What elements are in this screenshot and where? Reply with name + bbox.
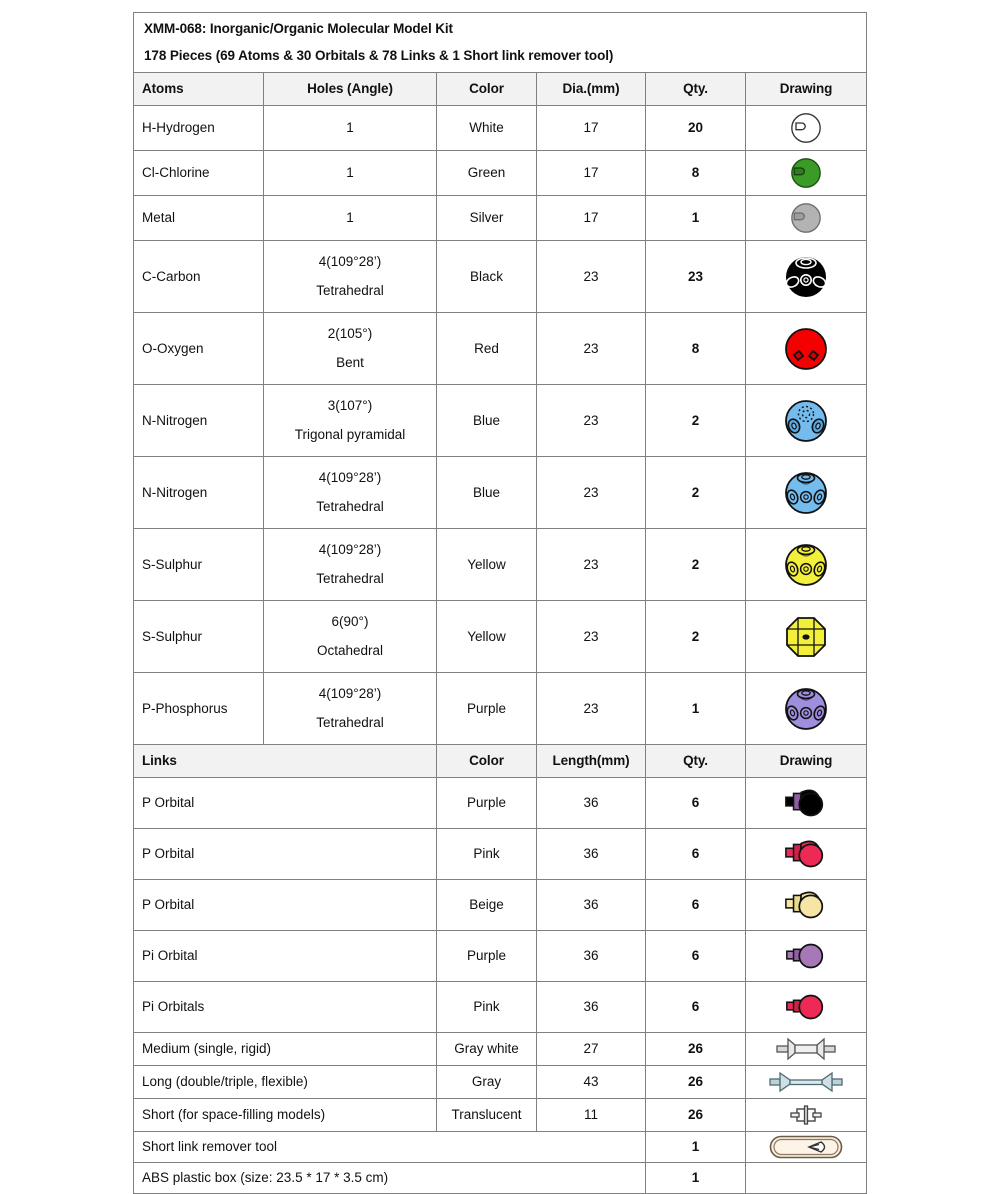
atom-dia-cell: 17 [537, 106, 646, 151]
link-length-cell: 36 [537, 880, 646, 931]
atom-color-cell: Purple [437, 673, 537, 745]
atom-row [134, 601, 867, 673]
link-drawing-cell [746, 1099, 867, 1132]
atom-row [134, 529, 867, 601]
sphere-white-icon [746, 108, 866, 148]
link-short-icon [746, 1101, 866, 1129]
link-length-cell: 36 [537, 931, 646, 982]
col-header-length: Length(mm) [537, 745, 646, 778]
link-color-cell: Beige [437, 880, 537, 931]
link-drawing-cell [746, 1033, 867, 1066]
atom-holes-cell: 4(109°28’) Tetrahedral [264, 529, 437, 601]
link-qty-cell: 6 [646, 931, 746, 982]
atom-dia-cell: 23 [537, 385, 646, 457]
extra-drawing-cell [746, 1163, 867, 1194]
atom-holes-cell: 2(105°) Bent [264, 313, 437, 385]
link-qty-cell: 6 [646, 982, 746, 1033]
link-color-cell: Gray white [437, 1033, 537, 1066]
atom-drawing-cell [746, 313, 867, 385]
atom-color-cell: Black [437, 241, 537, 313]
atom-drawing-cell [746, 529, 867, 601]
link-length-cell: 36 [537, 982, 646, 1033]
link-name-cell: P Orbital [134, 880, 437, 931]
atom-holes-cell: 6(90°) Octahedral [264, 601, 437, 673]
orbital-pi-purple-icon [746, 933, 866, 979]
link-row [134, 931, 867, 982]
col-header-drawing: Drawing [746, 73, 867, 106]
atom-qty-cell: 1 [646, 196, 746, 241]
atom-holes-cell: 3(107°) Trigonal pyramidal [264, 385, 437, 457]
atom-color-cell: White [437, 106, 537, 151]
link-name-cell: Pi Orbitals [134, 982, 437, 1033]
atom-qty-cell: 1 [646, 673, 746, 745]
extra-qty-cell: 1 [646, 1132, 746, 1163]
atom-row [134, 457, 867, 529]
extra-name-cell: ABS plastic box (size: 23.5 * 17 * 3.5 cm) [134, 1163, 646, 1194]
link-drawing-cell [746, 931, 867, 982]
atom-name-cell: P-Phosphorus [134, 673, 264, 745]
kit-title-cell [134, 13, 867, 73]
atom-dia-cell: 23 [537, 601, 646, 673]
atom-holes-cell: 4(109°28’) Tetrahedral [264, 457, 437, 529]
link-length-cell: 36 [537, 829, 646, 880]
link-row [134, 778, 867, 829]
link-name-cell: P Orbital [134, 829, 437, 880]
atom-drawing-cell [746, 601, 867, 673]
link-qty-cell: 26 [646, 1066, 746, 1099]
link-length-cell: 43 [537, 1066, 646, 1099]
atom-drawing-cell [746, 385, 867, 457]
link-length-cell: 36 [537, 778, 646, 829]
link-name-cell: P Orbital [134, 778, 437, 829]
col-header-links: Links [134, 745, 437, 778]
atom-name-cell: S-Sulphur [134, 601, 264, 673]
atoms-header-row [134, 73, 867, 106]
link-color-cell: Gray [437, 1066, 537, 1099]
remover-tool-icon [746, 1134, 866, 1160]
sphere-green-icon [746, 153, 866, 193]
sphere-black-tetra-icon [746, 253, 866, 301]
link-length-cell: 11 [537, 1099, 646, 1132]
kit-title-line-1: XMM-068: Inorganic/Organic Molecular Model Kit [144, 21, 453, 36]
atom-color-cell: Red [437, 313, 537, 385]
link-drawing-cell [746, 982, 867, 1033]
link-qty-cell: 6 [646, 778, 746, 829]
atom-name-cell: H-Hydrogen [134, 106, 264, 151]
atom-name-cell: O-Oxygen [134, 313, 264, 385]
link-row [134, 880, 867, 931]
atom-drawing-cell [746, 151, 867, 196]
atom-drawing-cell [746, 196, 867, 241]
link-medium-icon [746, 1035, 866, 1063]
extra-name-cell: Short link remover tool [134, 1132, 646, 1163]
atom-color-cell: Yellow [437, 529, 537, 601]
atom-name-cell: S-Sulphur [134, 529, 264, 601]
title-row [134, 13, 867, 73]
extra-row [134, 1132, 867, 1163]
sphere-yellow-tetra-icon [746, 541, 866, 589]
atom-drawing-cell [746, 241, 867, 313]
link-qty-cell: 26 [646, 1033, 746, 1066]
atom-row [134, 673, 867, 745]
atom-dia-cell: 23 [537, 529, 646, 601]
atom-qty-cell: 2 [646, 385, 746, 457]
atom-holes-cell: 4(109°28’) Tetrahedral [264, 673, 437, 745]
atom-qty-cell: 2 [646, 529, 746, 601]
link-drawing-cell [746, 1066, 867, 1099]
atom-drawing-cell [746, 106, 867, 151]
atom-dia-cell: 23 [537, 313, 646, 385]
sphere-blue-tetra-icon [746, 469, 866, 517]
atom-qty-cell: 20 [646, 106, 746, 151]
atom-qty-cell: 2 [646, 457, 746, 529]
link-name-cell: Long (double/triple, flexible) [134, 1066, 437, 1099]
link-name-cell: Short (for space-filling models) [134, 1099, 437, 1132]
link-name-cell: Medium (single, rigid) [134, 1033, 437, 1066]
atom-row [134, 151, 867, 196]
link-qty-cell: 26 [646, 1099, 746, 1132]
link-row [134, 1033, 867, 1066]
orbital-p-beige-icon [746, 882, 866, 928]
atom-row [134, 385, 867, 457]
sphere-yellow-octa-icon [746, 613, 866, 661]
col-header-dia: Dia.(mm) [537, 73, 646, 106]
link-color-cell: Purple [437, 778, 537, 829]
atom-name-cell: Cl-Chlorine [134, 151, 264, 196]
col-header-link-drawing: Drawing [746, 745, 867, 778]
atom-qty-cell: 8 [646, 313, 746, 385]
link-row [134, 829, 867, 880]
sphere-blue-trigonal-icon [746, 397, 866, 445]
link-qty-cell: 6 [646, 880, 746, 931]
atom-drawing-cell [746, 673, 867, 745]
atom-row [134, 241, 867, 313]
col-header-holes: Holes (Angle) [264, 73, 437, 106]
atom-name-cell: C-Carbon [134, 241, 264, 313]
atom-qty-cell: 2 [646, 601, 746, 673]
atom-name-cell: N-Nitrogen [134, 457, 264, 529]
atom-color-cell: Yellow [437, 601, 537, 673]
atom-name-cell: N-Nitrogen [134, 385, 264, 457]
sphere-silver-icon [746, 198, 866, 238]
atom-color-cell: Blue [437, 385, 537, 457]
model-kit-table [133, 12, 867, 1194]
atom-holes-cell: 1 [264, 196, 437, 241]
link-row [134, 982, 867, 1033]
links-header-row [134, 745, 867, 778]
link-row [134, 1099, 867, 1132]
link-color-cell: Purple [437, 931, 537, 982]
link-name-cell: Pi Orbital [134, 931, 437, 982]
sphere-purple-tetra-icon [746, 685, 866, 733]
atom-color-cell: Blue [437, 457, 537, 529]
atom-qty-cell: 23 [646, 241, 746, 313]
atom-color-cell: Silver [437, 196, 537, 241]
col-header-color: Color [437, 73, 537, 106]
link-drawing-cell [746, 829, 867, 880]
kit-title-line-2: 178 Pieces (69 Atoms & 30 Orbitals & 78 Links & 1 Short link remover tool) [144, 48, 614, 64]
link-color-cell: Pink [437, 982, 537, 1033]
link-row [134, 1066, 867, 1099]
atom-row [134, 106, 867, 151]
col-header-atoms: Atoms [134, 73, 264, 106]
atom-holes-cell: 1 [264, 106, 437, 151]
atom-color-cell: Green [437, 151, 537, 196]
orbital-pi-pink-icon [746, 984, 866, 1030]
link-length-cell: 27 [537, 1033, 646, 1066]
link-color-cell: Pink [437, 829, 537, 880]
extra-drawing-cell [746, 1132, 867, 1163]
atom-row [134, 313, 867, 385]
atom-dia-cell: 17 [537, 151, 646, 196]
atom-holes-cell: 4(109°28’) Tetrahedral [264, 241, 437, 313]
link-long-icon [746, 1068, 866, 1096]
atom-holes-cell: 1 [264, 151, 437, 196]
link-qty-cell: 6 [646, 829, 746, 880]
extra-row [134, 1163, 867, 1194]
col-header-link-qty: Qty. [646, 745, 746, 778]
col-header-link-color: Color [437, 745, 537, 778]
col-header-qty: Qty. [646, 73, 746, 106]
orbital-p-purple-icon [746, 780, 866, 826]
extra-qty-cell: 1 [646, 1163, 746, 1194]
atom-dia-cell: 23 [537, 241, 646, 313]
atom-dia-cell: 23 [537, 673, 646, 745]
link-color-cell: Translucent [437, 1099, 537, 1132]
sphere-red-bent-icon [746, 325, 866, 373]
atom-dia-cell: 23 [537, 457, 646, 529]
link-drawing-cell [746, 880, 867, 931]
atom-dia-cell: 17 [537, 196, 646, 241]
link-drawing-cell [746, 778, 867, 829]
atom-row [134, 196, 867, 241]
atom-name-cell: Metal [134, 196, 264, 241]
atom-qty-cell: 8 [646, 151, 746, 196]
atom-drawing-cell [746, 457, 867, 529]
orbital-p-pink-icon [746, 831, 866, 877]
